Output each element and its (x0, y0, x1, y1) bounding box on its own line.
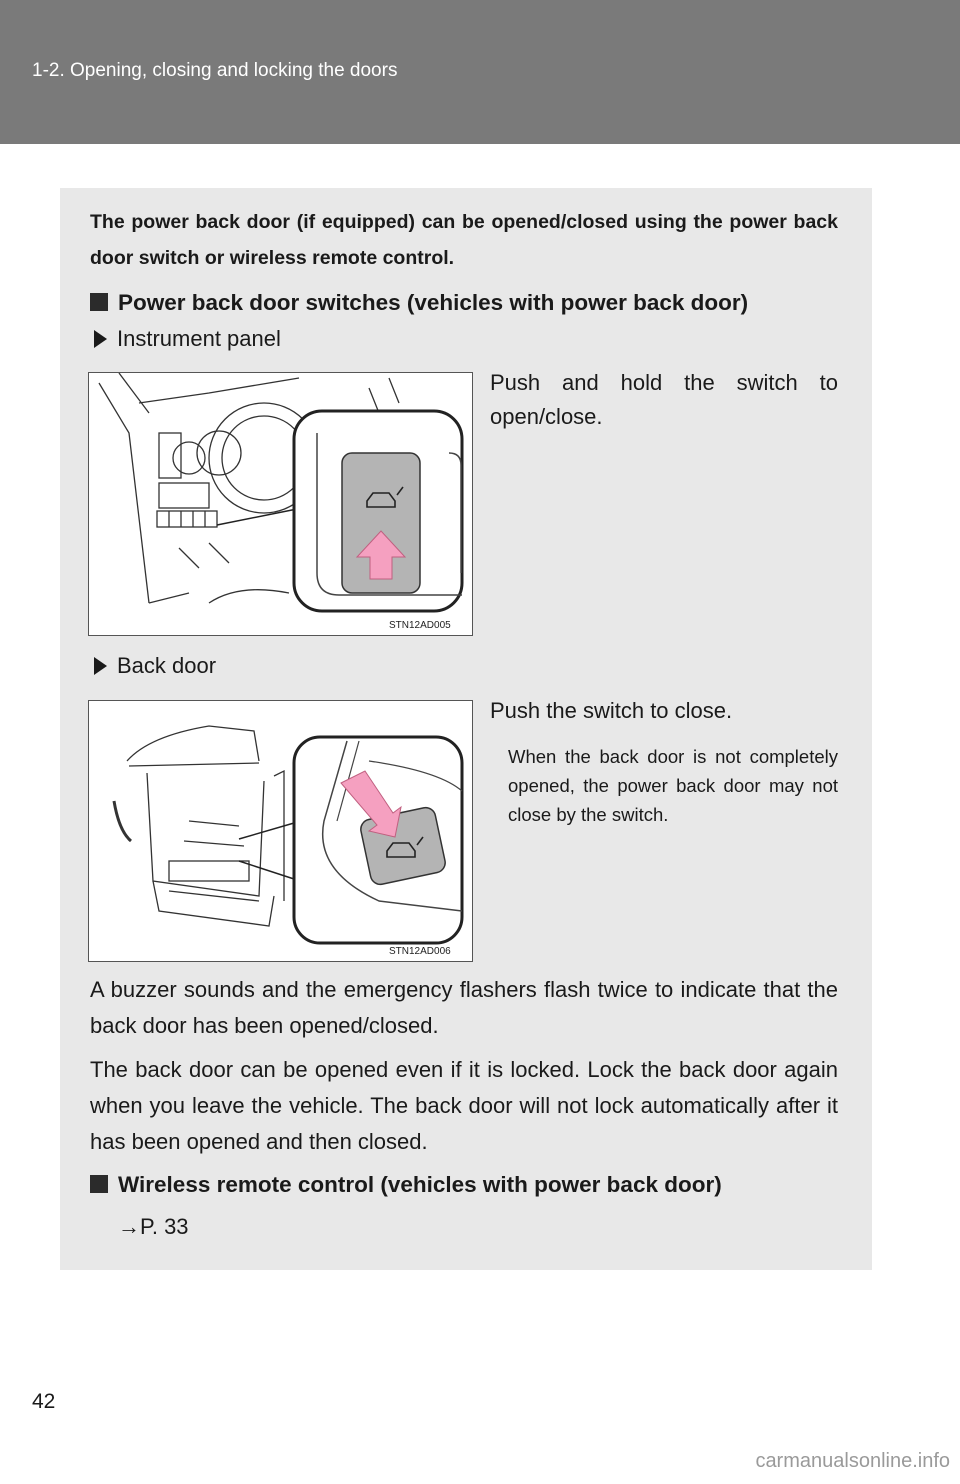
page-header (0, 0, 960, 144)
figure-back-door (88, 700, 473, 962)
square-bullet-icon (90, 293, 108, 311)
square-bullet-icon (90, 1175, 108, 1193)
figure-code-2: STN12AD006 (389, 946, 451, 957)
page-reference-link[interactable]: →P. 33 (118, 1214, 189, 1239)
section-heading-remote: Wireless remote control (vehicles with power back door) (90, 1172, 722, 1198)
figure-code-1: STN12AD005 (389, 620, 451, 631)
caption-instrument-panel: Push and hold the switch to open/close. (490, 370, 838, 429)
triangle-bullet-icon (94, 330, 107, 348)
intro-text: The power back door (if equipped) can be opened/closed using the power back door switch or wireless remote control. (90, 211, 838, 269)
section-heading-switches: Power back door switches (vehicles with power back door) (90, 290, 748, 316)
caption-back-door: Push the switch to close. (490, 698, 733, 723)
subheading-instrument-panel: Instrument panel (94, 326, 281, 352)
page-number: 42 (32, 1390, 56, 1413)
figure-instrument-panel (88, 372, 473, 636)
content-panel (60, 188, 872, 1270)
note-back-door: When the back door is not completely opened, the power back door may not close by the switch. (508, 746, 838, 825)
header-title: 1-2. Opening, closing and locking the doors (32, 60, 398, 81)
paragraph-lock: The back door can be opened even if it is locked. Lock the back door again when you leave the vehicle. The back door will not lock automatically after it has been opened and then closed. (90, 1057, 838, 1154)
triangle-bullet-icon (94, 657, 107, 675)
watermark-text: carmanualsonline.info (755, 1450, 950, 1472)
subheading-back-door: Back door (94, 653, 216, 679)
paragraph-buzzer: A buzzer sounds and the emergency flashers flash twice to indicate that the back door has been opened/closed. (90, 977, 838, 1038)
